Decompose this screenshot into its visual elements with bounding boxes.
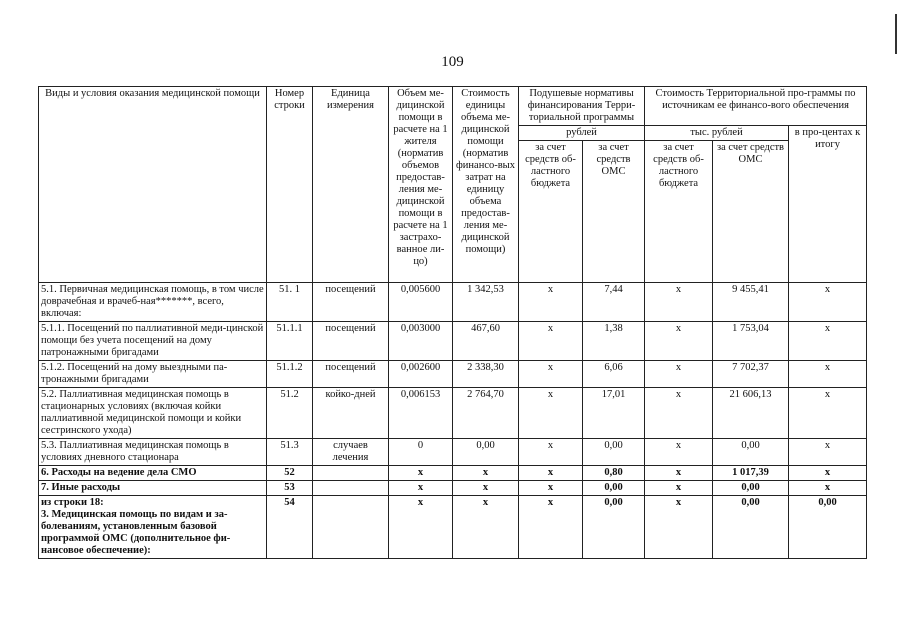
- row-norm-oms: 1,38: [583, 322, 645, 361]
- row-cost-budget: х: [645, 496, 713, 559]
- row-unit: случаев лечения: [313, 439, 389, 466]
- row-name: 5.1.1. Посещений по паллиативной меди-цинской помощи без учета посещений на дому патронажными бригадами: [39, 322, 267, 361]
- row-cost: 467,60: [453, 322, 519, 361]
- header-norm-oms: за счет средств ОМС: [583, 141, 645, 283]
- header-row-number: Номер строки: [267, 87, 313, 283]
- header-cost-oms: за счет средств ОМС: [713, 141, 789, 283]
- header-rub: рублей: [519, 126, 645, 141]
- row-number: 52: [267, 466, 313, 481]
- row-cost-budget: х: [645, 361, 713, 388]
- row-cost-oms: 21 606,13: [713, 388, 789, 439]
- header-unit: Единица измерения: [313, 87, 389, 283]
- row-norm-budget: х: [519, 283, 583, 322]
- row-percent: х: [789, 283, 867, 322]
- row-unit: [313, 481, 389, 496]
- page-number: 109: [441, 54, 464, 70]
- row-unit: [313, 496, 389, 559]
- row-cost-budget: х: [645, 283, 713, 322]
- row-name: из строки 18: 3. Медицинская помощь по видам и за-болеваниям, установленным базовой программой ОМС (дополнительное фи-нансовое обеспечение):: [39, 496, 267, 559]
- header-thous-rub: тыс. рублей: [645, 126, 789, 141]
- row-volume: 0: [389, 439, 453, 466]
- row-percent: х: [789, 322, 867, 361]
- row-cost: 2 764,70: [453, 388, 519, 439]
- row-volume: 0,006153: [389, 388, 453, 439]
- row-name: 5.2. Паллиативная медицинская помощь в стационарных условиях (включая койки паллиативной медицинской помощи и койки сестринского ухода): [39, 388, 267, 439]
- row-number: 54: [267, 496, 313, 559]
- row-number: 51. 1: [267, 283, 313, 322]
- row-percent: х: [789, 361, 867, 388]
- row-cost-oms: 0,00: [713, 481, 789, 496]
- row-norm-oms: 7,44: [583, 283, 645, 322]
- row-norm-budget: х: [519, 322, 583, 361]
- row-volume: х: [389, 466, 453, 481]
- row-cost-budget: х: [645, 322, 713, 361]
- row-number: 51.3: [267, 439, 313, 466]
- row-norm-oms: 0,80: [583, 466, 645, 481]
- row-cost-oms: 7 702,37: [713, 361, 789, 388]
- row-cost: х: [453, 466, 519, 481]
- row-norm-budget: х: [519, 466, 583, 481]
- table-row: [39, 481, 867, 496]
- row-cost-oms: 1 017,39: [713, 466, 789, 481]
- row-cost-oms: 0,00: [713, 496, 789, 559]
- row-volume: х: [389, 496, 453, 559]
- row-cost: 1 342,53: [453, 283, 519, 322]
- row-cost: х: [453, 496, 519, 559]
- row-unit: посещений: [313, 283, 389, 322]
- table-row: [39, 361, 867, 388]
- table-row: [39, 322, 867, 361]
- header-cost-budget: за счет средств об-ластного бюджета: [645, 141, 713, 283]
- row-cost-budget: х: [645, 481, 713, 496]
- row-norm-budget: х: [519, 496, 583, 559]
- header-kind: Виды и условия оказания медицинской помощи: [39, 87, 267, 283]
- row-norm-oms: 6,06: [583, 361, 645, 388]
- table-row: [39, 388, 867, 439]
- row-percent: х: [789, 439, 867, 466]
- row-cost: х: [453, 481, 519, 496]
- row-number: 51.2: [267, 388, 313, 439]
- row-name: 5.1.2. Посещений на дому выездными па-тронажными бригадами: [39, 361, 267, 388]
- row-percent: х: [789, 388, 867, 439]
- table-row: [39, 283, 867, 322]
- header-percent: в про-центах к итогу: [789, 126, 867, 283]
- row-volume: х: [389, 481, 453, 496]
- row-name: 6. Расходы на ведение дела СМО: [39, 466, 267, 481]
- header-cost-group: Стоимость Территориальной про-граммы по источникам ее финансо-вого обеспечения: [645, 87, 867, 126]
- row-cost: 2 338,30: [453, 361, 519, 388]
- header-volume: Объем ме-дицинской помощи в расчете на 1 жителя (норматив объемов предостав-ления ме-дицинской помощи в расчете на 1 застрахо-ванное ли-цо): [389, 87, 453, 283]
- row-name: 7. Иные расходы: [39, 481, 267, 496]
- row-norm-oms: 17,01: [583, 388, 645, 439]
- row-norm-oms: 0,00: [583, 481, 645, 496]
- row-number: 53: [267, 481, 313, 496]
- header-cost: Стоимость единицы объема ме-дицинской помощи (норматив финансо-вых затрат на единицу объема предостав-ления ме-дицинской помощи): [453, 87, 519, 283]
- row-unit: койко-дней: [313, 388, 389, 439]
- row-cost-budget: х: [645, 439, 713, 466]
- row-volume: 0,002600: [389, 361, 453, 388]
- row-unit: [313, 466, 389, 481]
- row-norm-oms: 0,00: [583, 439, 645, 466]
- table-row: [39, 466, 867, 481]
- row-norm-budget: х: [519, 361, 583, 388]
- row-norm-budget: х: [519, 481, 583, 496]
- row-norm-oms: 0,00: [583, 496, 645, 559]
- row-volume: 0,003000: [389, 322, 453, 361]
- row-percent: х: [789, 481, 867, 496]
- row-unit: посещений: [313, 322, 389, 361]
- row-norm-budget: х: [519, 439, 583, 466]
- header-norms-group: Подушевые нормативы финансирования Терри-ториальной программы: [519, 87, 645, 126]
- row-unit: посещений: [313, 361, 389, 388]
- row-number: 51.1.1: [267, 322, 313, 361]
- row-name: 5.3. Паллиативная медицинская помощь в условиях дневного стационара: [39, 439, 267, 466]
- row-cost: 0,00: [453, 439, 519, 466]
- financing-table: [38, 86, 867, 559]
- margin-mark: [895, 14, 897, 54]
- row-cost-budget: х: [645, 466, 713, 481]
- row-volume: 0,005600: [389, 283, 453, 322]
- row-percent: х: [789, 466, 867, 481]
- row-number: 51.1.2: [267, 361, 313, 388]
- row-norm-budget: х: [519, 388, 583, 439]
- row-cost-oms: 0,00: [713, 439, 789, 466]
- header-norm-budget: за счет средств об-ластного бюджета: [519, 141, 583, 283]
- table-row: [39, 439, 867, 466]
- row-cost-oms: 1 753,04: [713, 322, 789, 361]
- table-row: [39, 496, 867, 559]
- row-cost-budget: х: [645, 388, 713, 439]
- row-percent: 0,00: [789, 496, 867, 559]
- row-cost-oms: 9 455,41: [713, 283, 789, 322]
- row-name: 5.1. Первичная медицинская помощь, в том числе доврачебная и врачеб-ная*******, всего, включая:: [39, 283, 267, 322]
